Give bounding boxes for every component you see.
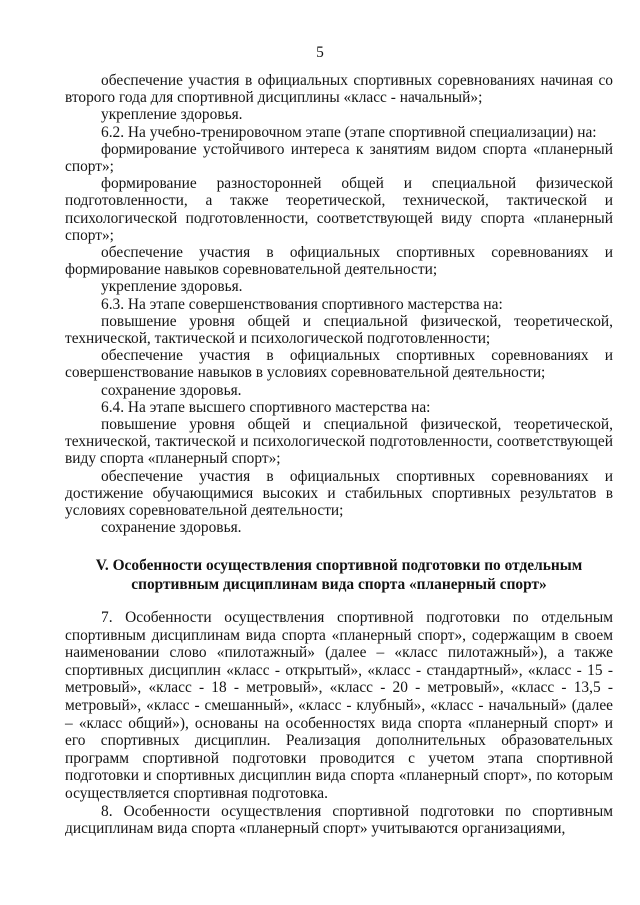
paragraph: укрепление здоровья. [101,278,243,296]
paragraph: 8. Особенности осуществления спортивной подготовки по спортивным дисциплинам вида спорта «планерный спорт» учитываются организациями, [65,802,613,838]
paragraph: сохранение здоровья. [101,519,242,537]
section-6-text [65,72,613,536]
page-number: 5 [316,44,324,61]
section-heading-line: V. Особенности осуществления спортивной подготовки по отдельным [95,557,583,574]
paragraph: сохранение здоровья. [101,381,242,399]
paragraph: обеспечение участия в официальных спортивных соревнованиях и формирование навыков соревновательной деятельности; [65,244,613,279]
paragraph: обеспечение участия в официальных спортивных соревнованиях начиная со второго года для спортивной дисциплины «класс - начальный»; [65,72,613,107]
paragraph: повышение уровня общей и специальной физической, теоретической, технической, тактической и психологической подготовленности, соответствующей виду спорта «планерный спорт»; [65,416,613,468]
paragraph: формирование разносторонней общей и специальной физической подготовленности, а также теоретической, технической, тактической и психологической подготовленности, соответствующей виду спорта «планерный спорт»; [65,175,613,244]
paragraph: 6.2. На учебно-тренировочном этапе (этапе спортивной специализации) на: [101,123,597,141]
section-5-text [65,609,613,838]
paragraph: обеспечение участия в официальных спортивных соревнованиях и достижение обучающимися высоких и стабильных спортивных результатов в условиях соревновательной деятельности; [65,467,613,520]
paragraph: повышение уровня общей и специальной физической, теоретической, технической, тактической и психологической подготовленности; [65,312,613,348]
section-heading-line: спортивным дисциплинам вида спорта «планерный спорт» [131,576,547,593]
paragraph: 6.4. На этапе высшего спортивного мастерства на: [101,398,431,416]
paragraph: обеспечение участия в официальных спортивных соревнованиях и совершенствование навыков в условиях соревновательной деятельности; [65,347,613,382]
paragraph: 6.3. На этапе совершенствования спортивного мастерства на: [101,295,503,313]
paragraph: укрепление здоровья. [101,106,243,124]
section-heading [65,556,613,594]
paragraph: 7. Особенности осуществления спортивной подготовки по отдельным спортивным дисциплинам вида спорта «планерный спорт», содержащим в своем наименовании слово «пилотажный» (далее – «класс пилотажный»), а также спортивных дисциплин «класс - открытый», «класс - стандартный», «класс - 15 - метровый», «класс - 18 - метровый», «класс - 20 - метровый», «класс - 13,5 - метровый», «класс - смешанный», «класс - клубный», «класс - начальный» (далее – «класс общий»), основаны на особенностях вида спорта «планерный спорт» и его спортивных дисциплин. Реализация дополнительных образовательных программ спортивной подготовки проводится с учетом этапа спортивной подготовки и спортивных дисциплин вида спорта «планерный спорт», по которым осуществляется спортивная подготовка. [65,609,613,802]
paragraph: формирование устойчивого интереса к занятиям видом спорта «планерный спорт»; [65,140,613,176]
